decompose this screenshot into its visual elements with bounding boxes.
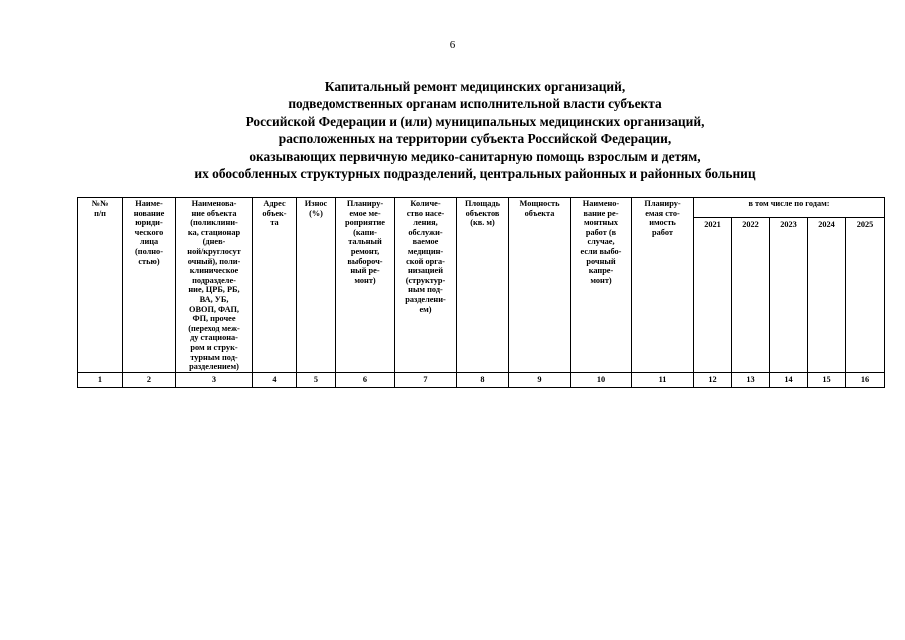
column-number: 6 — [336, 372, 395, 387]
column-number: 11 — [632, 372, 694, 387]
year-header: 2024 — [808, 218, 846, 373]
column-number: 3 — [176, 372, 253, 387]
capital-repair-table — [77, 197, 885, 388]
column-header-wear: Износ (%) — [297, 198, 336, 373]
year-header: 2023 — [770, 218, 808, 373]
column-number: 13 — [732, 372, 770, 387]
table-header-row — [78, 198, 885, 218]
column-number: 7 — [395, 372, 457, 387]
column-header-repair-works: Наимено- вание ре- монтных работ (в случае, если выбо- рочный капре- монт) — [571, 198, 632, 373]
column-number: 12 — [694, 372, 732, 387]
title-line: оказывающих первичную медико-санитарную помощь взрослым и детям, — [249, 148, 701, 164]
column-header-address: Адрес объек- та — [253, 198, 297, 373]
column-number: 2 — [123, 372, 176, 387]
column-header-planned-measure: Планиру- емое ме- роприятие (капи- тальный ремонт, выбороч- ный ре- монт) — [336, 198, 395, 373]
page-number: 6 — [449, 39, 456, 51]
document-title — [90, 78, 860, 182]
column-number: 1 — [78, 372, 123, 387]
column-number: 14 — [770, 372, 808, 387]
column-header-planned-cost: Планиру- емая сто- имость работ — [632, 198, 694, 373]
title-line: Капитальный ремонт медицинских организаций, — [324, 79, 626, 94]
column-number: 5 — [297, 372, 336, 387]
column-header-number: №№ п/п — [78, 198, 123, 373]
column-number: 16 — [846, 372, 885, 387]
column-header-capacity: Мощность объекта — [509, 198, 571, 373]
column-number: 8 — [457, 372, 509, 387]
title-line: расположенных на территории субъекта Российской Федерации, — [278, 131, 672, 147]
column-header-by-years: в том числе по годам: — [694, 198, 885, 218]
title-line: подведомственных органам исполнительной власти субъекта — [288, 96, 662, 112]
year-header: 2025 — [846, 218, 885, 373]
title-line: их обособленных структурных подразделений, центральных районных и районных больниц — [194, 166, 756, 182]
year-header: 2022 — [732, 218, 770, 373]
column-number: 9 — [509, 372, 571, 387]
column-header-area: Площадь объектов (кв. м) — [457, 198, 509, 373]
year-header: 2021 — [694, 218, 732, 373]
column-number-row — [78, 372, 885, 387]
column-header-object-name: Наименова- ние объекта (поликлини- ка, стационар (днев- ной/круглосут очный), поли- клиническое подразделе- ние, ЦРБ, РБ, ВА, УБ, ОВОП, ФАП, ФП, прочее (переход меж- ду стациона- ром и струк- турным под- разделением) — [176, 198, 253, 373]
title-line: Российской Федерации и (или) муниципальных медицинских организаций, — [245, 113, 705, 129]
column-header-legal-entity: Наиме- нование юриди- ческого лица (полно- стью) — [123, 198, 176, 373]
column-number: 10 — [571, 372, 632, 387]
column-header-population: Количе- ство насе- ления, обслужи- ваемое медицин- ской орга- низацией (структур- ным под- разделени- ем) — [395, 198, 457, 373]
column-number: 4 — [253, 372, 297, 387]
column-number: 15 — [808, 372, 846, 387]
